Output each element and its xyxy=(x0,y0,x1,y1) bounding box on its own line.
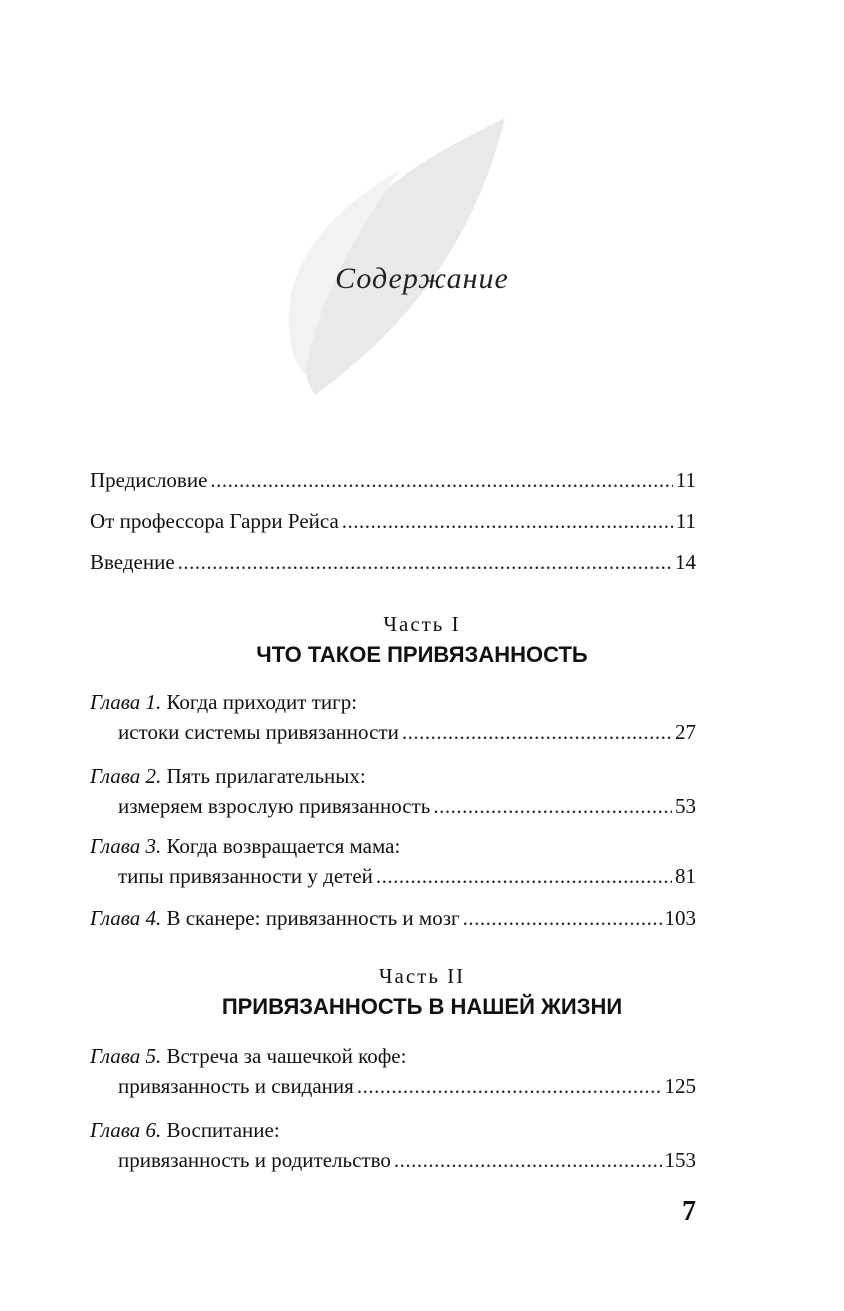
chapter-line2[interactable] xyxy=(118,862,696,890)
toc-entry-title: Предисловие xyxy=(90,468,208,492)
chapter-page: 27 xyxy=(675,720,696,744)
chapter-title: Воспитание: xyxy=(166,1118,280,1142)
toc-entry-title: Введение xyxy=(90,550,175,574)
chapter-title-text: В сканере: привязанность и мозг xyxy=(166,906,460,930)
chapter-line1[interactable] xyxy=(90,832,696,860)
chapter-page: 53 xyxy=(675,794,696,818)
leader-dots xyxy=(342,507,673,535)
part-label: Часть II xyxy=(378,964,466,988)
chapter-subtitle: измеряем взрослую привязанность xyxy=(118,794,431,818)
chapter-page: 103 xyxy=(664,906,696,930)
part-title: ЧТО ТАКОЕ ПРИВЯЗАННОСТЬ xyxy=(256,642,588,667)
chapter-subtitle: привязанность и свидания xyxy=(118,1074,354,1098)
toc-entry-introduction[interactable] xyxy=(90,548,696,576)
chapter-title: Пять прилагательных: xyxy=(166,764,366,788)
chapter-label: Глава 6. xyxy=(90,1118,162,1142)
chapter-line1[interactable] xyxy=(90,688,696,716)
part-label: Часть I xyxy=(383,612,461,636)
page-number: 7 xyxy=(682,1196,696,1227)
chapter-page: 81 xyxy=(675,864,696,888)
leader-dots xyxy=(210,466,672,494)
leader-dots xyxy=(376,862,672,890)
chapter-subtitle: привязанность и родительство xyxy=(118,1148,391,1172)
leader-dots xyxy=(402,718,672,746)
chapter-entry[interactable] xyxy=(90,904,696,932)
chapter-label: Глава 3. xyxy=(90,834,162,858)
leader-dots xyxy=(357,1072,662,1100)
leader-dots xyxy=(394,1146,662,1174)
chapter-subtitle: истоки системы привязанности xyxy=(118,720,399,744)
chapter-line1[interactable] xyxy=(90,1116,696,1144)
chapter-page: 153 xyxy=(664,1148,696,1172)
toc-entry-title: От профессора Гарри Рейса xyxy=(90,509,339,533)
chapter-title: Встреча за чашечкой кофе: xyxy=(166,1044,407,1068)
leader-dots xyxy=(178,548,672,576)
part-title: ПРИВЯЗАННОСТЬ В НАШЕЙ ЖИЗНИ xyxy=(221,994,623,1019)
leaf-icon xyxy=(270,110,520,400)
chapter-line2[interactable] xyxy=(118,792,696,820)
toc-entry-page: 11 xyxy=(675,468,696,492)
chapter-line1[interactable] xyxy=(90,762,696,790)
chapter-label: Глава 2. xyxy=(90,764,162,788)
chapter-line2[interactable] xyxy=(118,718,696,746)
page-title: Содержание xyxy=(335,262,509,295)
toc-entry-professor[interactable] xyxy=(90,507,696,535)
toc-entry-preface[interactable] xyxy=(90,466,696,494)
chapter-title: Когда приходит тигр: xyxy=(166,690,358,714)
chapter-title xyxy=(90,904,460,932)
chapter-title: Когда возвращается мама: xyxy=(166,834,401,858)
toc-entry-page: 11 xyxy=(675,509,696,533)
chapter-page: 125 xyxy=(664,1074,696,1098)
chapter-line1[interactable] xyxy=(90,1042,696,1070)
chapter-line2[interactable] xyxy=(118,1146,696,1174)
toc-entry-page: 14 xyxy=(675,550,696,574)
chapter-label: Глава 5. xyxy=(90,1044,162,1068)
chapter-subtitle: типы привязанности у детей xyxy=(118,864,373,888)
leader-dots xyxy=(463,904,662,932)
chapter-label: Глава 1. xyxy=(90,690,162,714)
leader-dots xyxy=(433,792,672,820)
chapter-label: Глава 4. xyxy=(90,906,162,930)
chapter-line2[interactable] xyxy=(118,1072,696,1100)
